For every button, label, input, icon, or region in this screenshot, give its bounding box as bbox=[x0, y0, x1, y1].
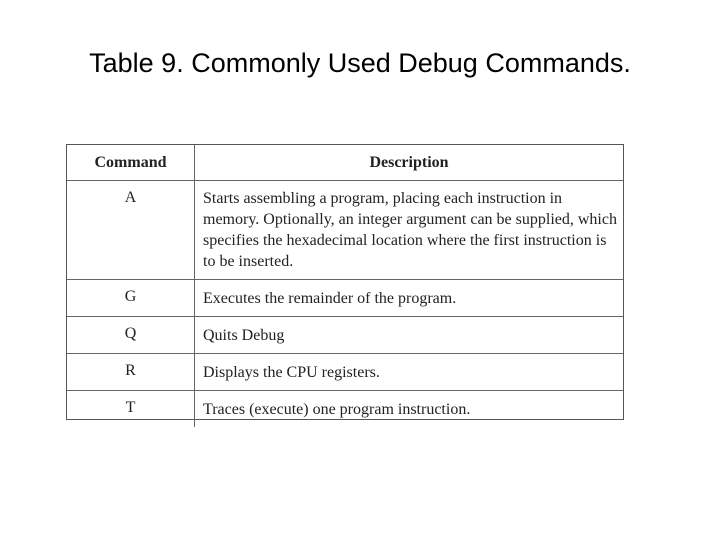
command-cell: G bbox=[67, 280, 195, 317]
table-row bbox=[67, 317, 623, 354]
table-row bbox=[67, 181, 623, 280]
description-cell: Starts assembling a program, placing each instruction in memory. Optionally, an integer argument can be supplied, which specifies the hexadecimal location where the first instruction is to be inserted. bbox=[195, 181, 624, 280]
table-row bbox=[67, 391, 623, 428]
debug-commands-table bbox=[66, 144, 624, 420]
slide-title: Table 9. Commonly Used Debug Commands. bbox=[89, 48, 631, 78]
command-cell: A bbox=[67, 181, 195, 280]
commands-table-grid bbox=[67, 145, 623, 427]
command-cell: R bbox=[67, 354, 195, 391]
description-cell: Executes the remainder of the program. bbox=[195, 280, 624, 317]
description-cell: Traces (execute) one program instruction. bbox=[195, 391, 624, 428]
header-command: Command bbox=[67, 145, 195, 181]
description-cell: Quits Debug bbox=[195, 317, 624, 354]
command-cell: T bbox=[67, 391, 195, 428]
command-cell: Q bbox=[67, 317, 195, 354]
table-header-row bbox=[67, 145, 623, 181]
description-cell: Displays the CPU registers. bbox=[195, 354, 624, 391]
table-row bbox=[67, 280, 623, 317]
table-row bbox=[67, 354, 623, 391]
header-description: Description bbox=[195, 145, 624, 181]
